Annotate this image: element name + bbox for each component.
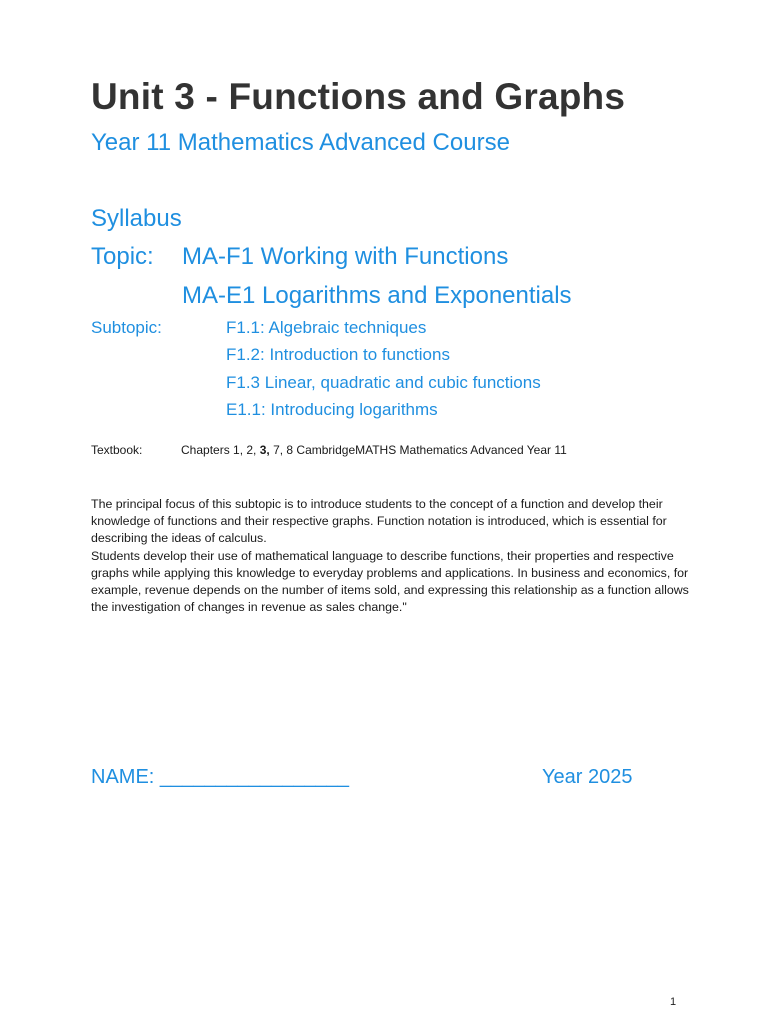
textbook-suffix: 7, 8 CambridgeMATHS Mathematics Advanced Year 11 [269,443,567,457]
textbook-prefix: Chapters 1, 2, [181,443,260,457]
name-field: NAME: _________________ [91,766,349,788]
topic-label: Topic: [91,243,154,270]
topic-item: MA-E1 Logarithms and Exponentials [182,282,572,309]
textbook-bold-chapter: 3, [259,443,270,457]
textbook-value [181,443,567,457]
paragraph-focus: The principal focus of this subtopic is to introduce students to the concept of a function and develop their knowledge of functions and their respective graphs. Function notation is introduced, which is essential for describing the ideas of calculus. [91,497,667,546]
subtopic-item: F1.2: Introduction to functions [226,345,450,364]
syllabus-heading: Syllabus [91,205,182,232]
subtopic-label: Subtopic: [91,318,162,337]
page-number: 1 [670,996,677,1008]
topic-item: MA-F1 Working with Functions [182,243,509,270]
course-subtitle: Year 11 Mathematics Advanced Course [91,129,510,156]
subtopic-item: F1.1: Algebraic techniques [226,318,427,337]
description-paragraph [91,496,691,616]
subtopic-item: E1.1: Introducing logarithms [226,400,438,419]
paragraph-language: Students develop their use of mathematical language to describe functions, their properties and respective graphs while applying this knowledge to everyday problems and applications. In business and economics, for example, revenue depends on the number of items sold, and expressing this relationship as a function allows the investigation of changes in revenue as sales change." [91,548,689,615]
year-label: Year 2025 [542,766,633,788]
textbook-label: Textbook: [91,443,143,457]
subtopic-item: F1.3 Linear, quadratic and cubic functions [226,373,541,392]
document-title: Unit 3 - Functions and Graphs [91,76,626,117]
